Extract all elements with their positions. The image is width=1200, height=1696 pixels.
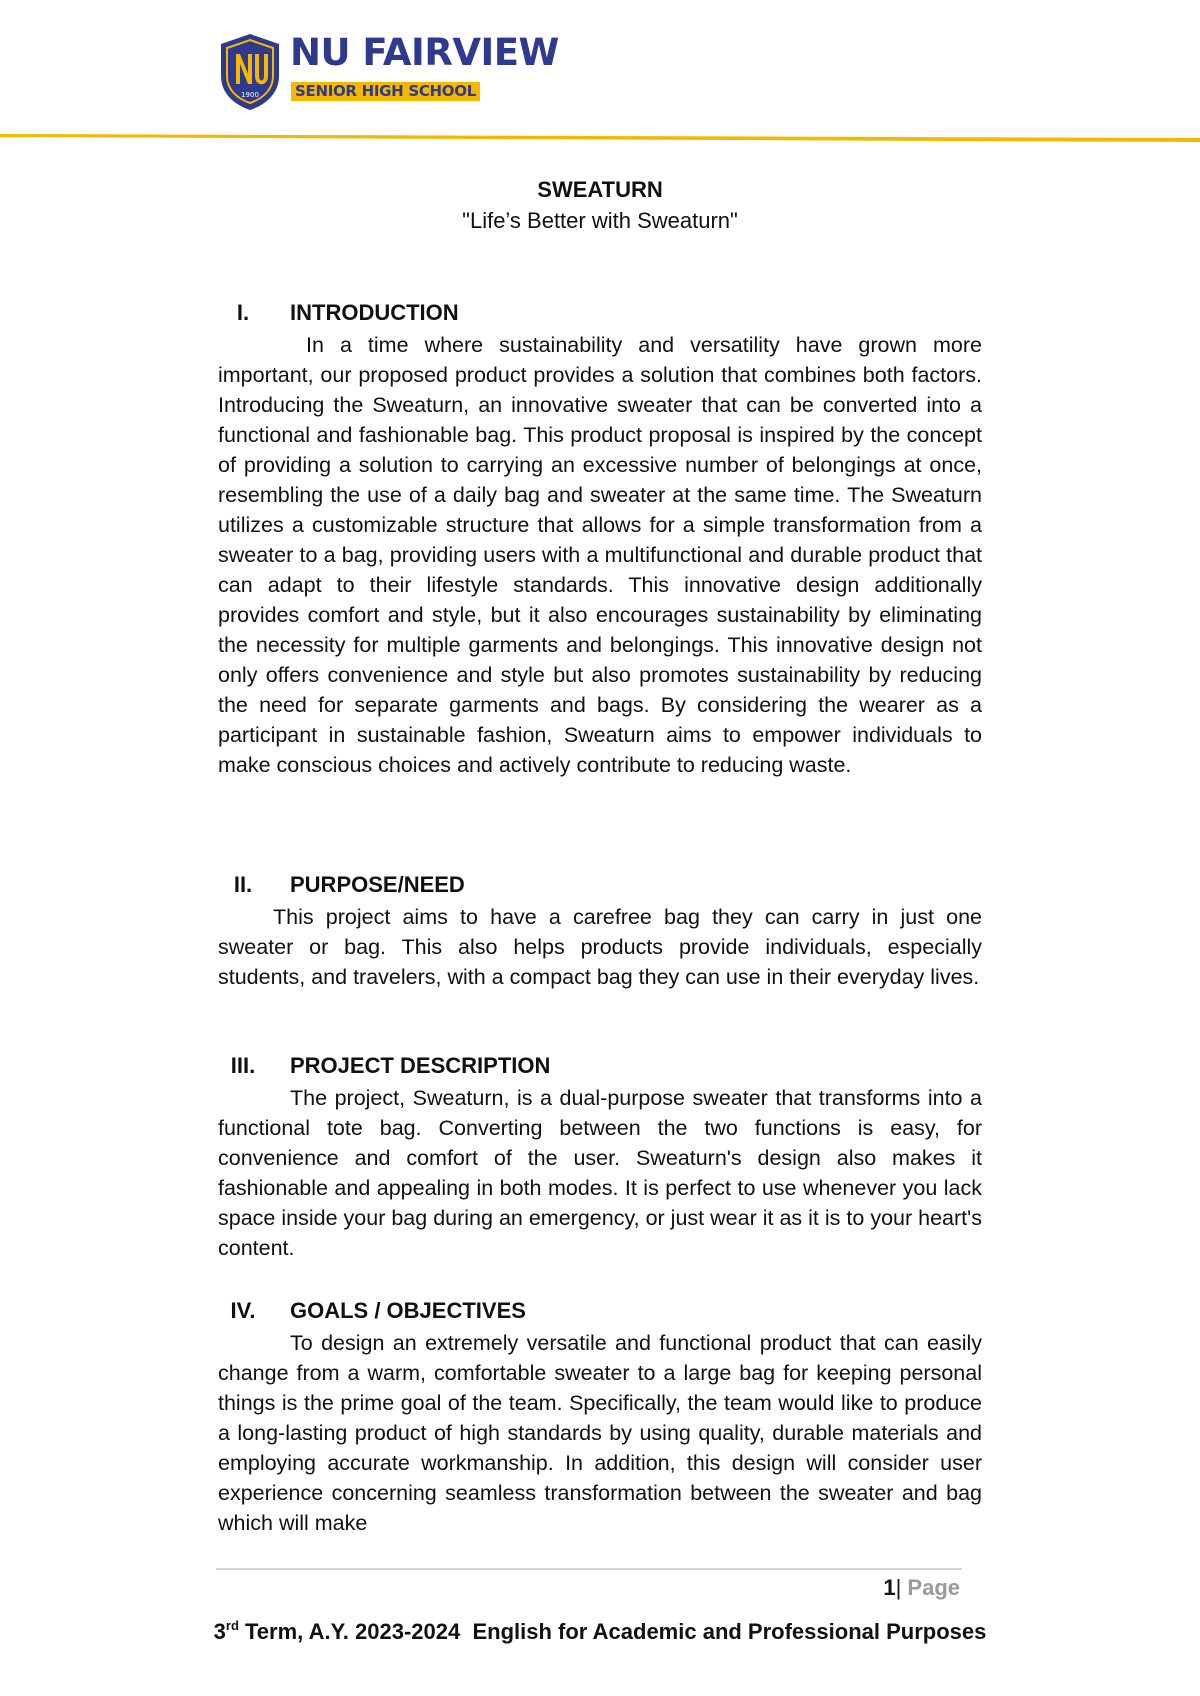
page-number-indicator bbox=[883, 1574, 960, 1602]
footer-course-info bbox=[0, 1612, 1200, 1646]
document-tagline: "Life’s Better with Sweaturn" bbox=[462, 208, 738, 233]
page-separator: | bbox=[895, 1575, 902, 1600]
school-seal-logo bbox=[215, 32, 285, 112]
svg-text:1900: 1900 bbox=[241, 91, 259, 99]
section-number: IV. bbox=[230, 1298, 256, 1323]
footer-divider bbox=[216, 1568, 962, 1570]
section-title: PURPOSE/NEED bbox=[290, 872, 465, 897]
goals-objectives-paragraph: To design an extremely versatile and functional product that can easily change from a warm, comfortable sweater to a large bag for keeping personal things is the prime goal of the team. Specifically, the team would like to produce a long-lasting product of high standards by using quality, durable materials and employing accurate workmanship. In addition, this design will consider user experience concerning seamless transformation between the sweater and bag which will make bbox=[218, 1331, 982, 1535]
section-number: I. bbox=[236, 300, 250, 325]
introduction-paragraph: In a time where sustainability and versatility have grown more important, our proposed product provides a solution that combines both factors. Introducing the Sweaturn, an innovative sweater that can be converted into a functional and fashionable bag. This product proposal is inspired by the concept of providing a solution to carrying an excessive number of belongings at once, resembling the use of a daily bag and sweater at the same time. The Sweaturn utilizes a customizable structure that allows for a simple transformation from a sweater to a bag, providing users with a multifunctional and durable product that can adapt to their lifestyle standards. This innovative design additionally provides comfort and style, but it also encourages sustainability by eliminating the necessity for multiple garments and belongings. This innovative design not only offers convenience and style but also promotes sustainability by reducing the need for separate garments and bags. By considering the wearer as a participant in sustainable fashion, Sweaturn aims to empower individuals to make conscious choices and actively contribute to reducing waste. bbox=[218, 333, 982, 777]
section-title: PROJECT DESCRIPTION bbox=[290, 1053, 551, 1078]
section-number: II. bbox=[233, 872, 253, 897]
section-title: GOALS / OBJECTIVES bbox=[290, 1298, 526, 1323]
section-title: INTRODUCTION bbox=[290, 300, 459, 325]
header-gold-rule bbox=[0, 128, 1200, 148]
term-course-text: Term, A.Y. 2023-2024 English for Academic and Professional Purposes bbox=[238, 1619, 987, 1644]
document-title: SWEATURN bbox=[537, 177, 663, 202]
page-label: Page bbox=[907, 1575, 960, 1600]
school-name: NU FAIRVIEW bbox=[290, 31, 559, 74]
page-number: 1 bbox=[883, 1575, 896, 1600]
letterhead bbox=[0, 0, 1200, 150]
term-suffix: rd bbox=[225, 1618, 239, 1633]
section-number: III. bbox=[230, 1053, 256, 1078]
term-ordinal: 3 bbox=[213, 1619, 226, 1644]
purpose-need-paragraph: This project aims to have a carefree bag they can carry in just one sweater or bag. This also helps products provide individuals, especially students, and travelers, with a compact bag they can use in their everyday lives. bbox=[218, 905, 982, 989]
school-subtitle: SENIOR HIGH SCHOOL bbox=[291, 82, 480, 101]
project-description-paragraph: The project, Sweaturn, is a dual-purpose sweater that transforms into a functional tote bag. Converting between the two functions is easy, for convenience and comfort of the user. Sweaturn's design also makes it fashionable and appealing in both modes. It is perfect to use whenever you lack space inside your bag during an emergency, or just wear it as it is to your heart's content. bbox=[218, 1086, 982, 1260]
